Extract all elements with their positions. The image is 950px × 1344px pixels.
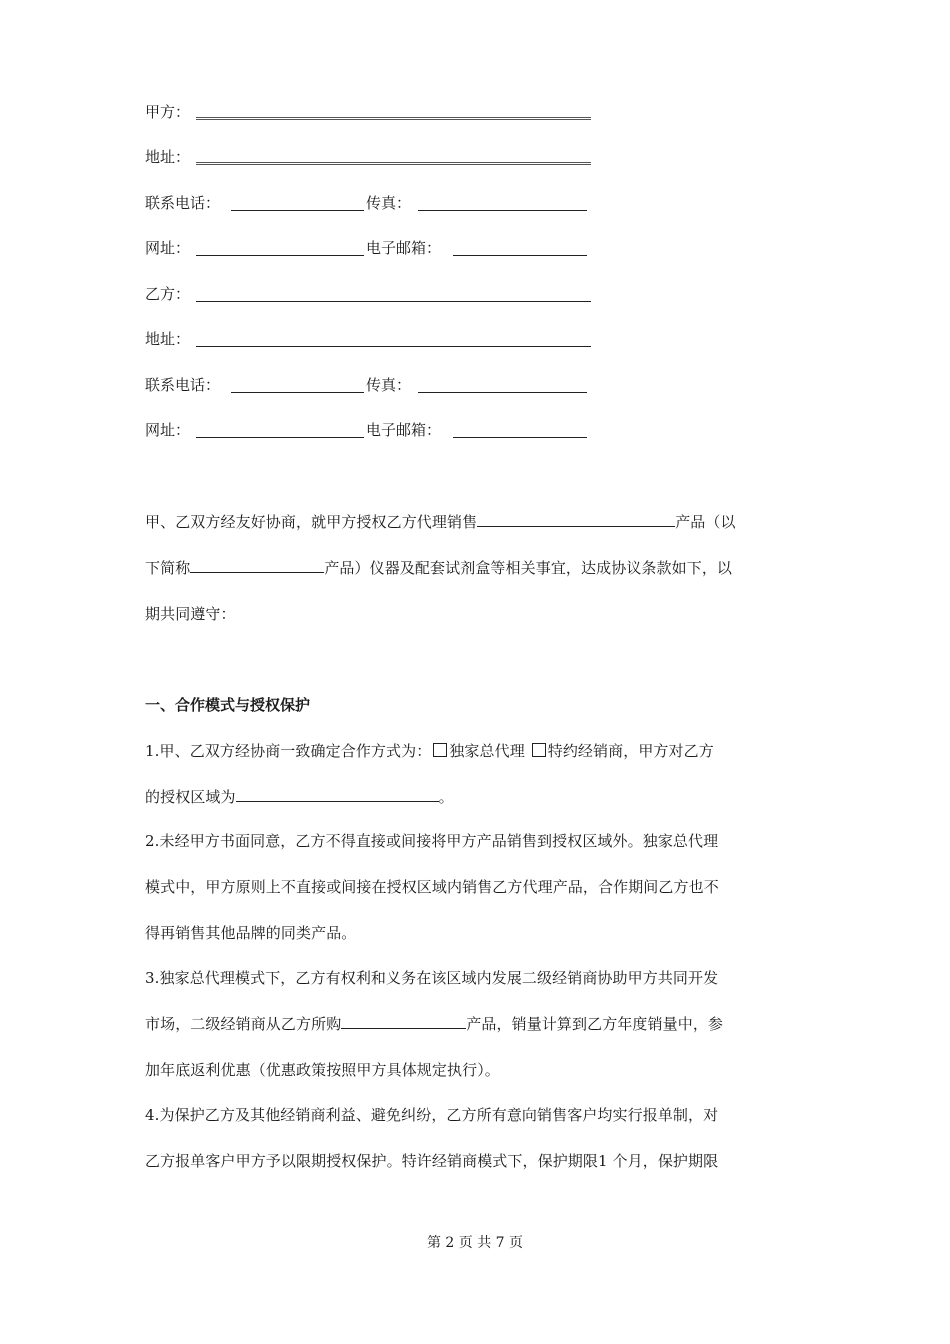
item-2-line-1: 2.未经甲方书面同意，乙方不得直接或间接将甲方产品销售到授权区域外。独家总代理 [145, 832, 719, 850]
item-3-line-2-text-b: 产品，销量计算到乙方年度销量中，参 [466, 1015, 724, 1033]
party-a-address-blank[interactable] [196, 162, 591, 165]
party-b-fax-label: 传真： [366, 376, 412, 394]
party-b-address-blank[interactable] [196, 346, 591, 347]
party-b-phone-label: 联系电话： [145, 376, 221, 394]
item-1-text-a: 1.甲、乙双方经协商一致确定合作方式为： [145, 742, 432, 760]
party-b-email-blank[interactable] [453, 437, 587, 438]
intro-line-3: 期共同遵守： [145, 605, 236, 623]
party-a-phone-label: 联系电话： [145, 194, 221, 212]
party-b-phone-blank[interactable] [231, 392, 364, 393]
product-short-name-blank[interactable] [190, 558, 324, 573]
intro-line-1 [145, 511, 736, 532]
intro-line-1-text-a: 甲、乙双方经友好协商，就甲方授权乙方代理销售 [145, 513, 478, 531]
party-b-name-blank[interactable] [196, 301, 591, 302]
intro-line-2-text-a: 下简称 [145, 559, 191, 577]
item-1-line-2 [145, 786, 454, 807]
authorized-region-blank[interactable] [236, 787, 439, 802]
intro-line-2-text-b: 产品）仪器及配套试剂盒等相关事宜，达成协议条款如下，以 [324, 559, 733, 577]
party-a-email-blank[interactable] [453, 255, 587, 256]
party-b-address-label: 地址： [145, 330, 191, 348]
section-1-heading: 一、合作模式与授权保护 [145, 696, 311, 714]
party-a-name-blank[interactable] [196, 117, 591, 120]
party-a-fax-label: 传真： [366, 194, 412, 212]
item-1-option-2: 特约经销商，甲方对乙方 [547, 742, 714, 760]
item-3-line-1: 3.独家总代理模式下，乙方有权利和义务在该区域内发展二级经销商协助甲方共同开发 [145, 969, 719, 987]
page-footer: 第 2 页 共 7 页 [426, 1235, 524, 1251]
item-4-line-1: 4.为保护乙方及其他经销商利益、避免纠纷，乙方所有意向销售客户均实行报单制，对 [145, 1106, 719, 1124]
item-1-line-1 [145, 740, 714, 761]
party-a-web-blank[interactable] [196, 255, 364, 256]
item-3-line-2 [145, 1013, 723, 1034]
party-a-email-label: 电子邮箱： [366, 239, 442, 257]
secondary-product-blank[interactable] [341, 1014, 466, 1029]
party-b-fax-blank[interactable] [418, 392, 587, 393]
item-3-line-2-text-a: 市场，二级经销商从乙方所购 [145, 1015, 342, 1033]
item-3-line-3: 加年底返利优惠（优惠政策按照甲方具体规定执行）。 [145, 1061, 500, 1079]
party-b-name-label: 乙方： [145, 285, 191, 303]
intro-line-2 [145, 557, 732, 578]
party-b-web-blank[interactable] [196, 437, 364, 438]
item-4-line-2: 乙方报单客户甲方予以限期授权保护。特许经销商模式下，保护期限1 个月，保护期限 [145, 1152, 719, 1170]
product-name-blank[interactable] [477, 512, 675, 527]
item-1-line-2-text-b: 。 [438, 788, 454, 806]
party-b-email-label: 电子邮箱： [366, 421, 442, 439]
party-a-name-label: 甲方： [145, 103, 191, 121]
party-a-address-label: 地址： [145, 148, 191, 166]
party-a-web-label: 网址： [145, 239, 191, 257]
item-1-option-1: 独家总代理 [449, 742, 525, 760]
party-b-web-label: 网址： [145, 421, 191, 439]
item-1-line-2-text-a: 的授权区域为 [145, 788, 236, 806]
intro-line-1-text-b: 产品（以 [675, 513, 736, 531]
party-a-fax-blank[interactable] [418, 210, 587, 211]
checkbox-exclusive-agent[interactable] [433, 743, 447, 757]
party-a-phone-blank[interactable] [231, 210, 364, 211]
checkbox-special-dealer[interactable] [532, 743, 546, 757]
item-2-line-2: 模式中，甲方原则上不直接或间接在授权区域内销售乙方代理产品，合作期间乙方也不 [145, 878, 719, 896]
item-2-line-3: 得再销售其他品牌的同类产品。 [145, 924, 357, 942]
